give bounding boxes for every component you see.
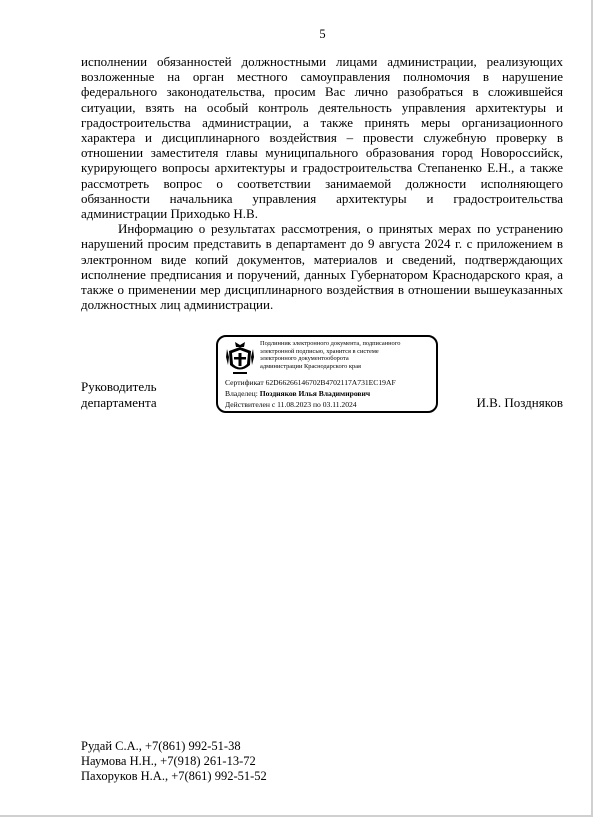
stamp-header-line-4: администрации Краснодарского края [260,362,361,370]
krasnodar-coat-of-arms-icon [226,341,254,375]
contact-line: Пахоруков Н.А., +7(861) 992-51-52 [81,768,267,783]
contact-list [81,739,267,783]
owner-label: Владелец [225,389,256,398]
stamp-header-line-1: Подлинник электронного документа, подписанного [260,340,401,347]
valid-label: Действителен с [225,400,276,409]
page-number: 5 [319,27,326,41]
stamp-header-line-2: электронной подписью, хранится в системе [260,347,379,355]
electronic-signature-stamp [216,335,438,413]
signer-title [81,379,157,411]
signer-title-line-1: Руководитель [81,379,157,394]
signer-name: И.В. Поздняков [476,395,563,410]
body-paragraph-2: Информацию о результатах рассмотрения, о принятых мерах по устранению нарушений просим представить в департамент до 9 августа 2024 г. с приложением в электронном виде копий документов, материалов и сведений, подтверждающих исполнение предписания и поручений, данных Губернатором Краснодарского края, а также о применении мер дисциплинарного воздействия в отношении вышеуказанных должностных лиц администрации. [81,221,563,313]
valid-to: 03.11.2024 [322,400,357,409]
contact-line: Рудай С.А., +7(861) 992-51-38 [81,739,241,753]
valid-from: 11.08.2023 [277,400,312,409]
stamp-header-line-3: электронного документооборота [260,355,349,363]
stamp-header [260,340,436,370]
owner-value: Поздняков Илья Владимирович [259,389,371,398]
stamp-certificate [225,378,396,387]
stamp-owner: Владелец: Поздняков Илья Владимирович [225,389,371,398]
signer-title-line-2: департамента [81,395,157,410]
letter-body [81,54,563,312]
contact-line: Наумова Н.Н., +7(918) 261-13-72 [81,753,256,768]
body-paragraph-1: исполнении обязанностей должностными лицами администрации, реализующих возложенные на орган местного самоуправления полномочия в нарушение федерального законодательства, просим Вас лично разобраться в сложившейся ситуации, взять на особый контроль деятельность управления архитектуры и градостроительства администрации, а также принять меры организационного характера и дисциплинарного воздействия – провести служебную проверку в отношении заместителя главы муниципального образования город Новороссийск, курирующего вопросы архитектуры и градостроительства Степаненко Е.Н., а также рассмотреть вопрос о соответствии занимаемой должности исполняющего обязанности начальника управления архитектуры и градостроительства администрации Приходько Н.В. [81,54,563,222]
certificate-value: 62D66266146702B4702117A731EC19AF [265,378,396,387]
stamp-validity [225,400,357,409]
valid-to-label: по [312,400,321,409]
certificate-label: Сертификат [225,378,264,387]
